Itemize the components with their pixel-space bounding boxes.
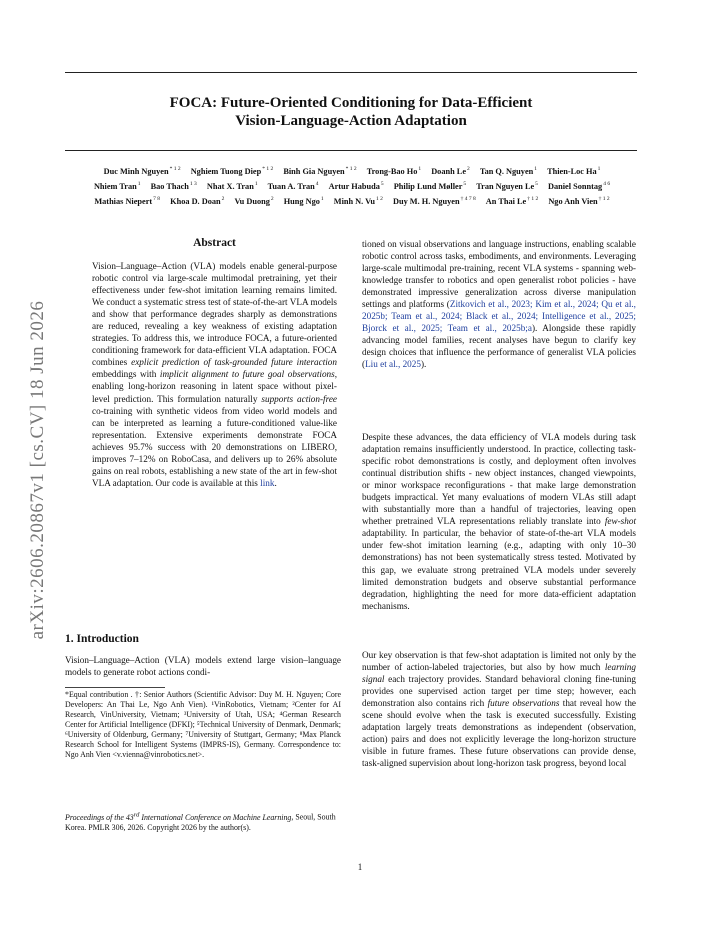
author-affiliation-marker: 1 (597, 166, 601, 172)
affiliation-footnote: *Equal contribution . †: Senior Authors (Scientific Advisor: Duy M. H. Nguyen; Core Developers: An Thai Le, Ngo Anh Vien). ¹VinRobotics, Vietnam; ²Center for AI Research, VinUniversity, Vietnam; ³University of Utah, USA; ⁴German Research Center for Artificial Intelligence (DFKI); ⁵Technical University of Denmark, Denmark; ⁶University of Oldenburg, Germany; ⁷University of Stuttgart, Germany; ⁸Max Planck Research School for Intelligent Systems (IMPRS-IS), Germany. Correspondence to: Ngo Anh Vien <v.vienna@vinrobotics.net>. (65, 690, 341, 759)
abstract-text: . (274, 477, 277, 488)
arxiv-stamp (18, 250, 58, 690)
author-list (88, 163, 616, 208)
author-affiliation-marker: 5 (380, 180, 384, 187)
author-affiliation-marker: * 1 2 (262, 166, 274, 172)
author-name: Vu Duong$^2$ (234, 195, 274, 206)
abstract-text: Vision–Language–Action (VLA) models enable general-purpose robotic control via large-scale multimodal pretraining, yet their effectiveness under few-shot imitation learning remains limited. We conduct a systematic stress test of state-of-the-art VLA models and show that performance degrades sharply as demonstrations are reduced, revealing a key weakness of existing adaptation strategies. To address this, we introduce FOCA, a future-oriented conditioning framework for data-efficient VLA adaptation. FOCA combines (92, 261, 337, 368)
author-affiliation-marker: † 1 2 (598, 195, 610, 202)
abstract-body (88, 260, 341, 489)
author-name: Minh N. $Vu^{1 2}$ (333, 195, 383, 206)
author-affiliation-marker: 4 6 (603, 180, 611, 187)
author-name: Mathias Niepert$^{7 8}$ (94, 195, 161, 206)
author-name: Nhiem Tran$^1$ (93, 180, 141, 191)
author-affiliation-marker: 4 (315, 180, 319, 187)
author-affiliation-marker: 2 (221, 195, 225, 202)
author-name: Duy M. H. Nguyen$^{\dagger 4 7 8}$ (392, 195, 476, 206)
author-name: Artur Habuda$^5$ (328, 180, 384, 191)
author-affiliation-marker: 1 (137, 180, 141, 187)
author-name: An Thai $Le^{\dagger 1 2}$ (485, 195, 539, 206)
page-number: 1 (357, 862, 363, 872)
abstract-heading: Abstract (193, 237, 236, 249)
section-heading-introduction: 1. Introduction (65, 633, 139, 645)
author-affiliation-marker: 1 (254, 180, 258, 187)
author-name: Tan Q. Nguyen$^1$ (479, 166, 537, 176)
author-affiliation-marker: 1 3 (189, 180, 197, 187)
abstract-text: co-training with synthetic videos from video world models and can be interpreted as learning a future-conditioned value-like representation. Extensive experiments demonstrate FOCA achieves 95.7% success with 20 demonstrations on LIBERO, improves 7–12% on RoboCasa, and delivers up to 26% absolute gains on real robots, establishing a new state of the art in few-shot VLA adaptation. Our code is available at this (92, 405, 337, 488)
author-affiliation-marker: 1 (320, 195, 324, 202)
title-rule-bottom (65, 150, 637, 151)
author-name: Tran Nguyen Le$^5$ (476, 180, 538, 191)
proceedings-details: , Seoul, South Korea. PMLR 306, 2026. Copyright 2026 by the author(s). (65, 812, 336, 832)
citation-link[interactable]: Zitkovich et al., 2023; Kim et al., 2024; Qu et al., 2025b; Team et al., 2024; Black et al., 2024; Intelligence et al., 2025; Bjorck et al., 2025; Team et al., 2025b;a (362, 299, 636, 334)
proceedings-venue: Proceedings of the 43rd International Conference on Machine Learning (65, 811, 292, 822)
author-affiliation-marker: 2 (467, 166, 470, 172)
author-name: Daniel Sonntag$^{4 6}$ (548, 180, 611, 191)
intro-paragraph-left: Vision–Language–Action (VLA) models extend large vision–language models to generate robot actions condi- (65, 655, 341, 678)
intro-paragraph-right-1: tioned on visual observations and language instructions, enabling scalable robotic control across tasks, embodiments, and environments. Leveraging large-scale multimodal pre-training, recent VLA systems - spanning web-knowledge transfer to robotics and open generalist robot policies - have demonstrated impressive generalization across diverse manipulation settings and platforms (Zitkovich et al., 2023; Kim et al., 2024; Qu et al., 2025b; Team et al., 2024; Black et al., 2024; Intelligence et al., 2025; Bjorck et al., 2025; Team et al., 2025b;a). Alongside these rapidly advancing model families, recent analyses have begun to clarify key design choices that influence the performance of generalist VLA policies (Liu et al., 2025). (362, 239, 636, 370)
citation-link[interactable]: Liu et al., 2025 (365, 359, 421, 370)
author-affiliation-marker: 1 (418, 166, 422, 172)
author-name: Doanh Le$^2$ (431, 166, 470, 176)
author-name: Thien-Loc Ha$^1$ (547, 166, 601, 176)
author-affiliation-marker: 1 2 (376, 195, 383, 202)
code-link[interactable]: link (260, 477, 275, 488)
author-affiliation-marker: * 1 2 (345, 166, 357, 172)
author-name: Nghiem Tuong Diep$^{* 1 2}$ (190, 166, 274, 176)
author-affiliation-marker: 5 (535, 180, 538, 187)
title-rule-top (65, 72, 637, 73)
paper-title-line-2: Vision-Language-Action Adaptation (235, 113, 467, 129)
author-affiliation-marker: * 1 2 (169, 166, 181, 172)
emphasis-few-shot: few-shot (604, 516, 636, 527)
author-affiliation-marker: 2 (270, 195, 274, 202)
abstract-emphasis: supports action-free (261, 393, 337, 404)
intro-paragraph-right-2: Despite these advances, the data efficiency of VLA models during task adaptation remains insufficiently understood. In practice, collecting task-specific robot demonstrations is costly, and deployment often involves continual distribution shifts - new object instances, changed viewpoints, or minor workspace reconfigurations - that make large demonstration budgets impractical. Yet many evaluations of modern VLAs still adapt with substantially more than a handful of trajectories, leaving open whether pretrained VLA representations reliably translate into few-shot adaptability. In particular, the behavior of state-of-the-art VLA models under few-shot imitation learning (e.g., adapting with only 10–30 demonstrations) has not been systematically stress tested. Motivated by this gap, we evaluate strong pretrained VLA models under severely limited demonstration budgets and observe substantial performance degradation, highlighting the need for more data-efficient adaptation mechanisms. (362, 432, 636, 611)
author-affiliation-marker: 1 (534, 166, 537, 172)
author-affiliation-marker: † 4 7 8 (460, 195, 476, 202)
abstract-emphasis: explicit prediction of task-grounded future interaction (131, 357, 337, 368)
author-name: Khoa D. Doan$^2$ (170, 195, 225, 206)
emphasis-learning-signal: learning signal (362, 662, 636, 685)
paper-title (65, 94, 637, 130)
intro-paragraph-right-3: Our key observation is that few-shot adaptation is limited not only by the number of action-labeled trajectories, but also by how much learning signal each trajectory provides. Standard behavioral cloning fine-tuning provides one supervised action target per time step; however, each demonstration also contains rich future observations that reveal how the scene should evolve when the task is executed successfully. Existing adaptation largely treats demonstrations as independent (observation, action) pairs and does not explicitly leverage the long-horizon structure visible in future frames. These future observations can provide dense, task-aligned supervision about long-horizon task progress, beyond local (362, 650, 637, 769)
author-name: Philip Lund Møller$^5$ (393, 180, 467, 191)
author-name: Ngo Anh Vien$^{\dagger 1 2}$ (548, 195, 610, 206)
author-affiliation-marker: 5 (463, 180, 467, 187)
arxiv-stamp-text: arXiv:2606.20867v1 [cs.CV] 18 Jun 2026 (27, 300, 48, 640)
abstract-text: embeddings with (92, 369, 160, 380)
author-name: Hung Ngo$^1$ (283, 195, 324, 206)
author-name: Duc Minh Nguyen$^{* 1 2}$ (103, 166, 181, 176)
proceedings-note (65, 810, 341, 833)
author-name: Bao Thach$^{1 3}$ (150, 180, 197, 191)
abstract-text: , enabling long-horizon reasoning in latent space without pixel-level prediction. This formulation naturally (92, 369, 338, 404)
author-affiliation-marker: † 1 2 (527, 195, 539, 202)
abstract-emphasis: implicit alignment to future goal observations (159, 369, 335, 380)
author-affiliation-marker: 7 8 (153, 195, 161, 202)
author-name: Nhat X. Tran$^1$ (206, 180, 258, 191)
author-name: Trong-Bao Ho$^1$ (366, 166, 422, 176)
footnote-rule (65, 687, 165, 688)
paper-title-line-1: FOCA: Future-Oriented Conditioning for Data-Efficient (169, 95, 533, 111)
author-name: Tuan A. Tran$^4$ (267, 180, 319, 191)
emphasis-future-observations: future observations (487, 698, 560, 709)
author-name: Binh Gia Nguyen$^{* 1 2}$ (283, 166, 357, 176)
